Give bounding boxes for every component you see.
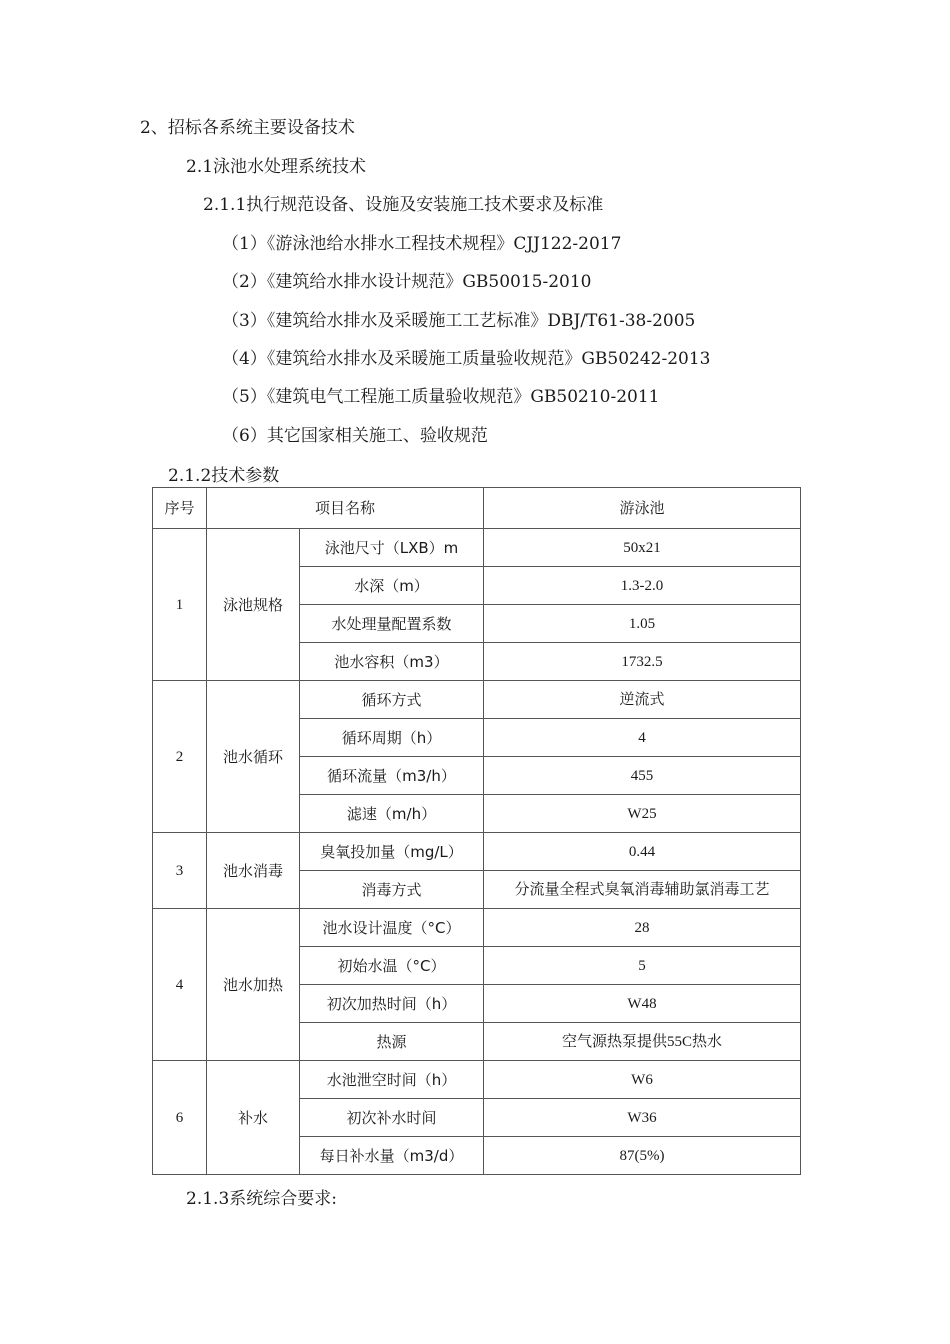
tech-params-table xyxy=(152,487,801,1175)
param-value: 50x21 xyxy=(484,529,801,567)
param-name: 臭氧投加量（mg/L） xyxy=(300,833,484,871)
param-value: W36 xyxy=(484,1099,801,1137)
param-name: 循环周期（h） xyxy=(300,719,484,757)
group-no: 2 xyxy=(153,681,207,833)
group-no: 3 xyxy=(153,833,207,909)
param-value: W25 xyxy=(484,795,801,833)
group-no: 4 xyxy=(153,909,207,1061)
param-name: 循环流量（m3/h） xyxy=(300,757,484,795)
param-name: 循环方式 xyxy=(300,681,484,719)
param-name: 初次补水时间 xyxy=(300,1099,484,1137)
param-value: 空气源热泵提供55C热水 xyxy=(484,1023,801,1061)
param-value: 1732.5 xyxy=(484,643,801,681)
group-name: 池水消毒 xyxy=(207,833,300,909)
group-name: 池水循环 xyxy=(207,681,300,833)
param-value: W48 xyxy=(484,985,801,1023)
param-value: W6 xyxy=(484,1061,801,1099)
subsection-heading: 2.1泳池水处理系统技术 xyxy=(186,157,367,177)
group-name: 补水 xyxy=(207,1061,300,1175)
subsubsection-heading: 2.1.1执行规范设备、设施及安装施工技术要求及标准 xyxy=(203,195,604,215)
header-no: 序号 xyxy=(153,488,207,529)
param-value: 1.3-2.0 xyxy=(484,567,801,605)
param-value: 1.05 xyxy=(484,605,801,643)
param-name: 池水容积（m3） xyxy=(300,643,484,681)
group-no: 6 xyxy=(153,1061,207,1175)
table-row xyxy=(153,1061,801,1099)
param-name: 泳池尺寸（LXB）m xyxy=(300,529,484,567)
table-row xyxy=(153,681,801,719)
param-name: 初次加热时间（h） xyxy=(300,985,484,1023)
group-name: 泳池规格 xyxy=(207,529,300,681)
section-heading: 2、招标各系统主要设备技术 xyxy=(140,118,355,138)
group-no: 1 xyxy=(153,529,207,681)
standard-item: （3）《建筑给水排水及采暖施工工艺标准》DBJ/T61-38-2005 xyxy=(222,311,696,331)
param-value: 5 xyxy=(484,947,801,985)
param-value: 0.44 xyxy=(484,833,801,871)
standard-item: （5）《建筑电气工程施工质量验收规范》GB50210-2011 xyxy=(222,387,660,407)
param-name: 热源 xyxy=(300,1023,484,1061)
header-item: 项目名称 xyxy=(207,488,484,529)
tech-params-heading: 2.1.2技术参数 xyxy=(168,466,280,486)
table-header-row xyxy=(153,488,801,529)
group-name: 池水加热 xyxy=(207,909,300,1061)
param-value: 4 xyxy=(484,719,801,757)
param-name: 滤速（m/h） xyxy=(300,795,484,833)
param-value: 28 xyxy=(484,909,801,947)
param-name: 水处理量配置系数 xyxy=(300,605,484,643)
standard-item: （6）其它国家相关施工、验收规范 xyxy=(222,426,488,446)
requirements-heading: 2.1.3系统综合要求: xyxy=(186,1189,337,1209)
standard-item: （4）《建筑给水排水及采暖施工质量验收规范》GB50242-2013 xyxy=(222,349,711,369)
param-value: 87(5%) xyxy=(484,1137,801,1175)
param-name: 消毒方式 xyxy=(300,871,484,909)
param-name: 水池泄空时间（h） xyxy=(300,1061,484,1099)
standard-item: （1）《游泳池给水排水工程技术规程》CJJ122-2017 xyxy=(222,234,622,254)
param-name: 初始水温（°C） xyxy=(300,947,484,985)
table-row xyxy=(153,909,801,947)
param-name: 池水设计温度（°C） xyxy=(300,909,484,947)
param-value: 455 xyxy=(484,757,801,795)
standard-item: （2）《建筑给水排水设计规范》GB50015-2010 xyxy=(222,272,592,292)
param-name: 每日补水量（m3/d） xyxy=(300,1137,484,1175)
table-row xyxy=(153,833,801,871)
param-name: 水深（m） xyxy=(300,567,484,605)
param-value: 逆流式 xyxy=(484,681,801,719)
table-row xyxy=(153,529,801,567)
param-value: 分流量全程式臭氧消毒辅助氯消毒工艺 xyxy=(484,871,801,909)
header-pool: 游泳池 xyxy=(484,488,801,529)
